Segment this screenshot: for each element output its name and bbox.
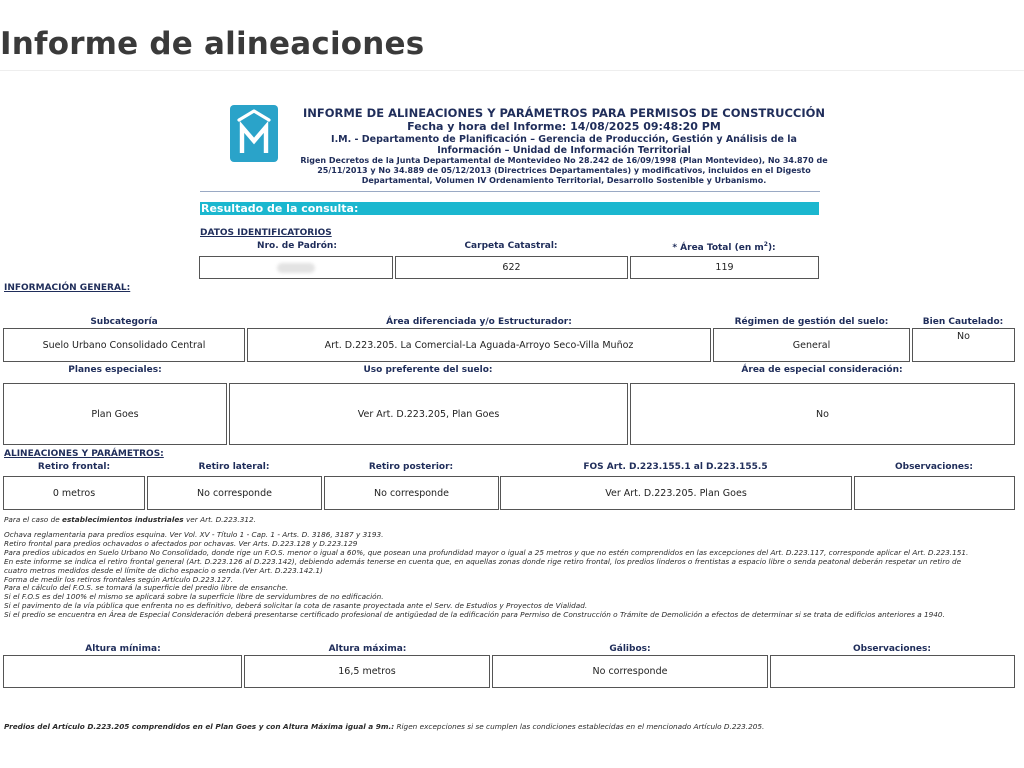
fos-value: Ver Art. D.223.205. Plan Goes: [500, 476, 852, 510]
report-title: INFORME DE ALINEACIONES Y PARÁMETROS PARA PERMISOS DE CONSTRUCCIÓN: [302, 106, 826, 120]
observaciones-value: [854, 476, 1015, 510]
retiro-lateral-value: No corresponde: [147, 476, 322, 510]
note-line: Si el pavimento de la vía pública que enfrenta no es definitivo, deberá solicitar la cota de rasante proyectada ante el Serv. de Estudios y Proyectos de Vialidad.: [4, 601, 588, 611]
area-total-label: [629, 241, 819, 253]
industrial-note: [4, 516, 256, 525]
note-line: cuatro metros medidos desde el límite de dicho espacio o senda.(Ver Art. D.223.142.1): [4, 565, 323, 575]
bien-cautelado-value: No: [912, 328, 1015, 362]
subcategoria-value: Suelo Urbano Consolidado Central: [3, 328, 245, 362]
altura-minima-label: Altura mínima:: [85, 644, 161, 654]
altura-maxima-label: Altura máxima:: [328, 644, 407, 654]
especial-label: Área de especial consideración:: [741, 365, 903, 375]
area-diferenciada-value: Art. D.223.205. La Comercial-La Aguada-Arroyo Seco-Villa Muñoz: [247, 328, 711, 362]
industrial-note-bold: establecimientos industriales: [62, 515, 184, 524]
industrial-note-suffix: ver Art. D.223.312.: [183, 515, 256, 524]
especial-value: No: [630, 383, 1015, 445]
retiro-frontal-value: 0 metros: [3, 476, 145, 510]
footer-note-bold: Predios del Artículo D.223.205 comprendidos en el Plan Goes y con Altura Máxima igual a 9m.:: [4, 722, 395, 731]
note-line: Si el predio se encuentra en Área de Especial Consideración deberá presentarse certificado profesional de antigüedad de la edificación para Permiso de Construcción o Trámite de Demolición a efectos de determinar si se trata de edificios anteriores a 1940.: [4, 610, 945, 620]
general-title: INFORMACIÓN GENERAL:: [4, 283, 131, 293]
decree-line-2: 25/11/2013 y No 34.889 de 05/12/2013 (Directrices Departamentales) y modificativos, incluidos en el Digesto: [317, 166, 811, 175]
area-diferenciada-label: Área diferenciada y/o Estructurador:: [386, 317, 572, 327]
retiro-lateral-label: Retiro lateral:: [198, 462, 270, 472]
note-line: Retiro frontal para predios ochavados o afectados por ochavas. Ver Arts. D.223.128 y D.223.129: [4, 538, 358, 548]
carpeta-value: 622: [395, 256, 628, 279]
montevideo-logo-icon: [230, 105, 278, 162]
uso-label: Uso preferente del suelo:: [363, 365, 493, 375]
alineaciones-title: ALINEACIONES Y PARÁMETROS:: [4, 449, 164, 459]
regimen-value: General: [713, 328, 910, 362]
altura-minima-value: [3, 655, 242, 688]
galibos-value: No corresponde: [492, 655, 768, 688]
fos-label: FOS Art. D.223.155.1 al D.223.155.5: [583, 462, 768, 472]
bien-cautelado-label: Bien Cautelado:: [922, 317, 1004, 327]
planes-value: Plan Goes: [3, 383, 227, 445]
decree-line-1: Rigen Decretos de la Junta Departamental de Montevideo No 28.242 de 16/09/1998 (Plan Montevideo), No 34.870 de: [300, 156, 828, 165]
identificatorios-title: DATOS IDENTIFICATORIOS: [200, 228, 332, 238]
planes-label: Planes especiales:: [68, 365, 162, 375]
area-total-label-sup: 2: [763, 241, 768, 248]
page-title: Informe de alineaciones: [0, 26, 425, 62]
industrial-note-prefix: Para el caso de: [4, 515, 63, 524]
uso-value: Ver Art. D.223.205, Plan Goes: [229, 383, 628, 445]
note-line: Si el F.O.S es del 100% el mismo se aplicará sobre la superficie libre de servidumbres de no edificación.: [4, 592, 384, 602]
observaciones-label: Observaciones:: [894, 462, 973, 472]
padron-value: [199, 256, 393, 279]
subcategoria-label: Subcategoría: [90, 317, 158, 327]
report-department: [284, 134, 844, 156]
area-total-label-text: * Área Total (en m: [672, 243, 764, 253]
alturas-observaciones-value: [770, 655, 1015, 688]
area-total-label-end: ):: [767, 243, 776, 253]
regimen-label: Régimen de gestión del suelo:: [734, 317, 889, 327]
carpeta-label: Carpeta Catastral:: [464, 241, 558, 251]
decree-line-3: Departamental, Volumen IV Ordenamiento Territorial, Desarrollo Sostenible y Urbanismo.: [361, 176, 767, 185]
area-total-value: 119: [630, 256, 819, 279]
department-line-1: I.M. - Departamento de Planificación – Gerencia de Producción, Gestión y Análisis de la: [331, 134, 797, 145]
report-datetime: Fecha y hora del Informe: 14/08/2025 09:48:20 PM: [407, 120, 721, 133]
padron-label: Nro. de Padrón:: [257, 241, 337, 251]
footer-note-rest: Rigen excepciones si se cumplen las condiciones establecidas en el mencionado Artículo D.223.205.: [394, 722, 765, 731]
retiro-posterior-value: No corresponde: [324, 476, 499, 510]
department-line-2: Información – Unidad de Información Territorial: [437, 145, 691, 156]
retiro-posterior-label: Retiro posterior:: [368, 462, 454, 472]
redacted-padron: [277, 263, 315, 273]
header-divider: [200, 191, 820, 192]
note-line: En este informe se indica el retiro frontal general (Art. D.223.126 al D.223.142), debiendo además tenerse en cuenta que, en aquellas zonas donde rige retiro frontal, los predios linderos o frentistas a espacio libre o senda peatonal deberán respetar un retiro de: [4, 556, 962, 566]
footer-note: [4, 723, 764, 732]
note-line: Ochava reglamentaria para predios esquina. Ver Vol. XV - Título 1 - Cap. 1 - Arts. D. 3186, 3187 y 3193.: [4, 530, 384, 539]
altura-maxima-value: 16,5 metros: [244, 655, 490, 688]
galibos-label: Gálibos:: [609, 644, 651, 654]
result-bar: Resultado de la consulta:: [200, 202, 819, 215]
note-line: Forma de medir los retiros frontales según Artículo D.223.127.: [4, 574, 234, 584]
report-decrees: [284, 156, 844, 186]
notes-block: [4, 531, 968, 620]
alturas-observaciones-label: Observaciones:: [852, 644, 931, 654]
retiro-frontal-label: Retiro frontal:: [37, 462, 111, 472]
note-line: Para predios ubicados en Suelo Urbano No Consolidado, donde rige un F.O.S. menor o igual a 60%, que posean una profundidad mayor o igual a 25 metros y que no estén comprendidos en las excepciones del Art. D.223.117, corresponde aplicar el Art. D.223.151.: [4, 547, 969, 557]
note-line: Para el cálculo del F.O.S. se tomará la superficie del predio libre de ensanche.: [4, 583, 289, 593]
